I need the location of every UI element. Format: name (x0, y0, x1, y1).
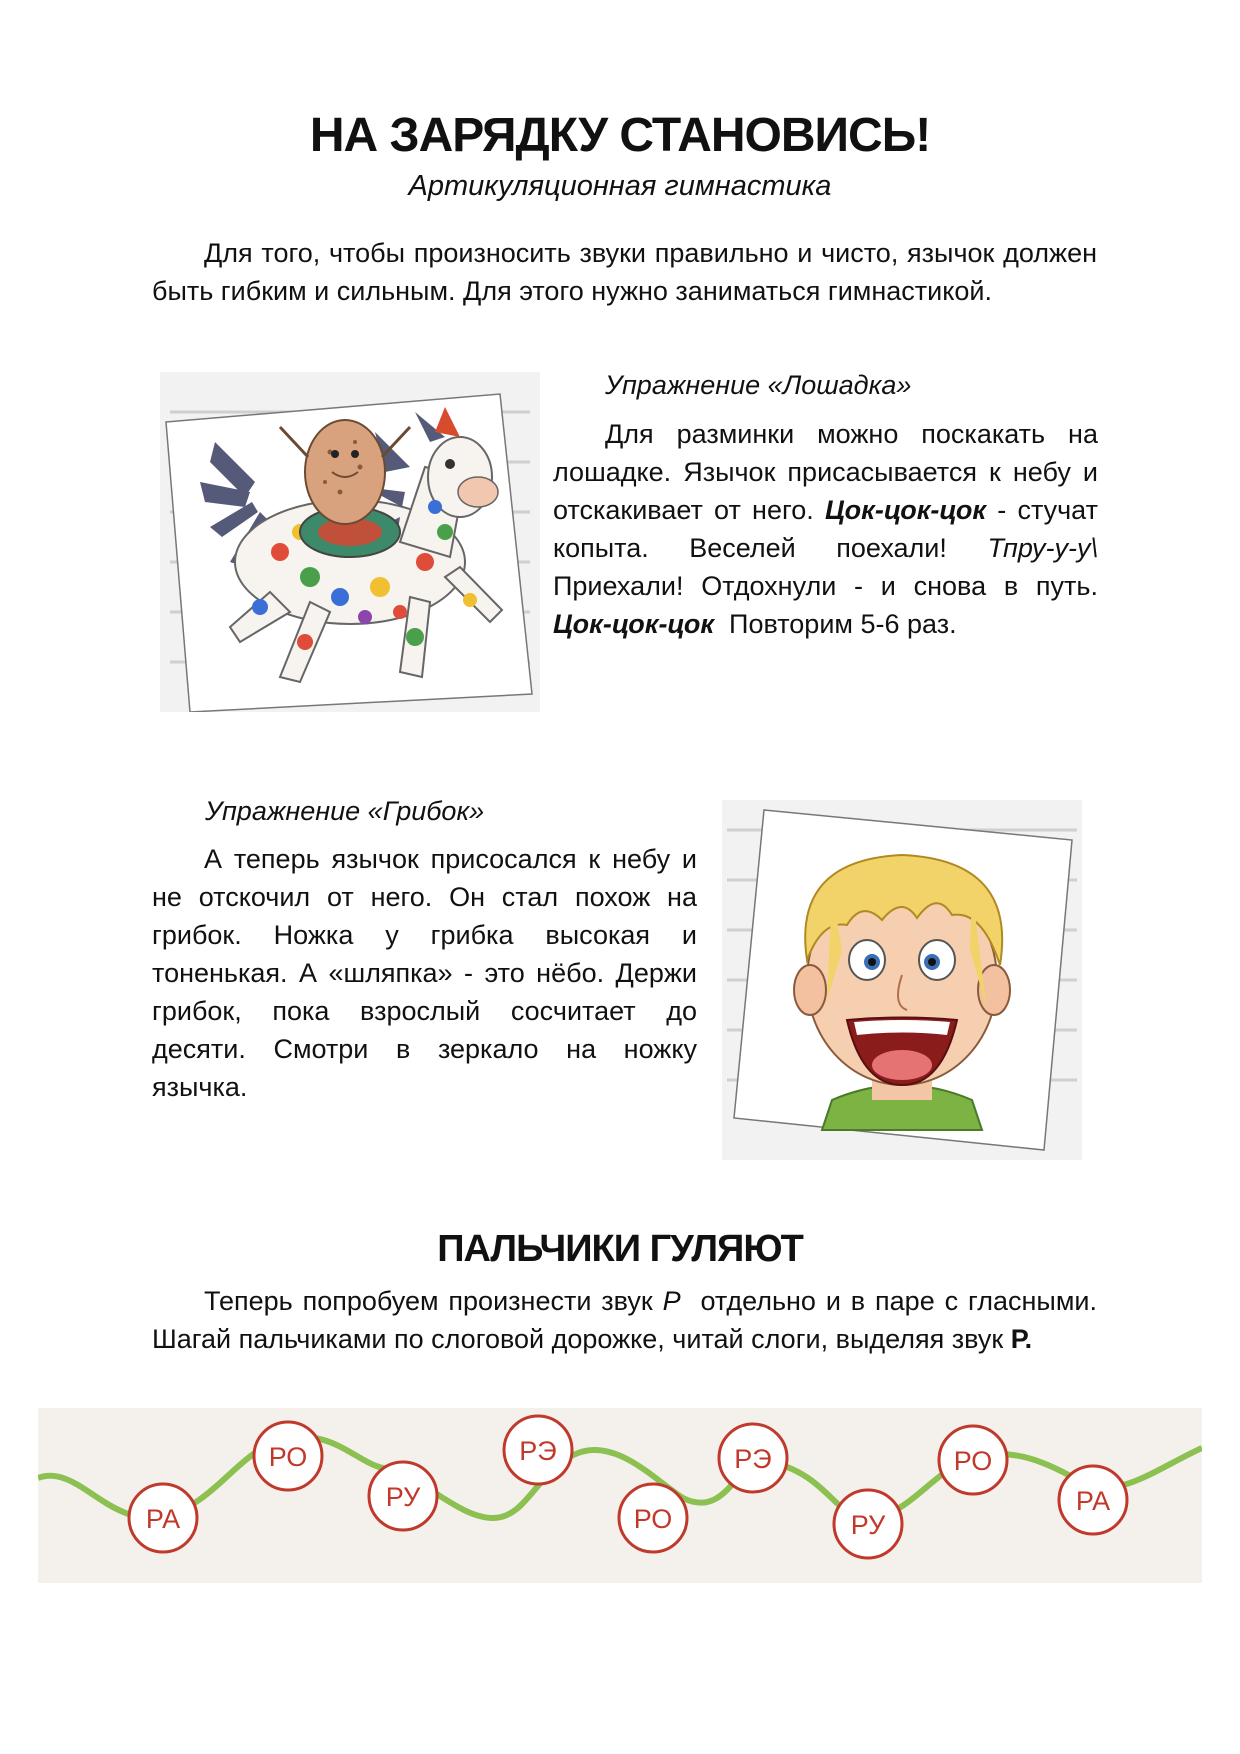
intro-paragraph (152, 234, 1097, 310)
syllable-label: РЭ (519, 1436, 557, 1466)
exercise1-title: Упражнение «Лошадка» (605, 370, 912, 400)
exercise2-title: Упражнение «Грибок» (205, 796, 485, 826)
exercise1-italic-1: Тпру-у-у\ (987, 533, 1098, 563)
section2-text-2: отдельно и в паре с гласными. Шагай пальчиками по слоговой дорожке, читай слоги, выделяя звук (152, 1286, 1097, 1354)
exercise1-text-1: Для разминки можно поскакать на лошадке. Язычок присасывается к небу и отскакивает от него. (553, 419, 1098, 525)
exercise1-bold-2: Цок-цок-цок (553, 609, 715, 639)
section2-bold-1: Р. (1010, 1324, 1033, 1354)
boy-face-illustration (722, 800, 1082, 1160)
exercise1-text-2: - стучат копыта. Веселей поехали! (553, 495, 1098, 563)
exercise2-paragraph (152, 840, 697, 1106)
syllable-label: РУ (385, 1482, 421, 1512)
syllable-label: РА (1075, 1486, 1111, 1516)
syllable-label: РА (145, 1504, 181, 1534)
section2-italic-1: Р (662, 1286, 681, 1316)
exercise1-text-4: Повторим 5-6 раз. (729, 609, 957, 639)
syllable-label: РУ (850, 1510, 886, 1540)
page-subtitle: Артикуляционная гимнастика (408, 170, 832, 202)
intro-text: Для того, чтобы произносить звуки правильно и чисто, язычок должен быть гибким и сильным. Для этого нужно заниматься гимнастикой. (152, 238, 1097, 306)
section2-text-1: Теперь попробуем произнести звук (204, 1286, 653, 1316)
section2-title: ПАЛЬЧИКИ ГУЛЯЮТ (437, 1228, 803, 1270)
exercise1-paragraph (553, 415, 1098, 643)
exercise1-text-3: Приехали! Отдохнули - и снова в путь. (553, 571, 1098, 601)
syllable-track-svg (38, 1408, 1202, 1583)
page-title: НА ЗАРЯДКУ СТАНОВИСЬ! (309, 109, 931, 162)
syllable-label: РО (268, 1442, 308, 1472)
syllable-track (38, 1408, 1202, 1583)
exercise2-text: А теперь язычок присосался к небу и не отскочил от него. Он стал похож на грибок. Ножка у грибка высокая и тоненькая. А «шляпка» - это нёбо. Держи грибок, пока взрослый сосчитает до десяти. Смотри в зеркало на ножку язычка. (152, 844, 697, 1102)
horse-illustration (160, 372, 540, 712)
exercise1-bold-1: Цок-цок-цок (824, 495, 987, 525)
syllable-label: РО (953, 1446, 993, 1476)
syllable-label: РЭ (734, 1444, 772, 1474)
section2-paragraph (152, 1282, 1097, 1358)
syllable-label: РО (633, 1504, 673, 1534)
